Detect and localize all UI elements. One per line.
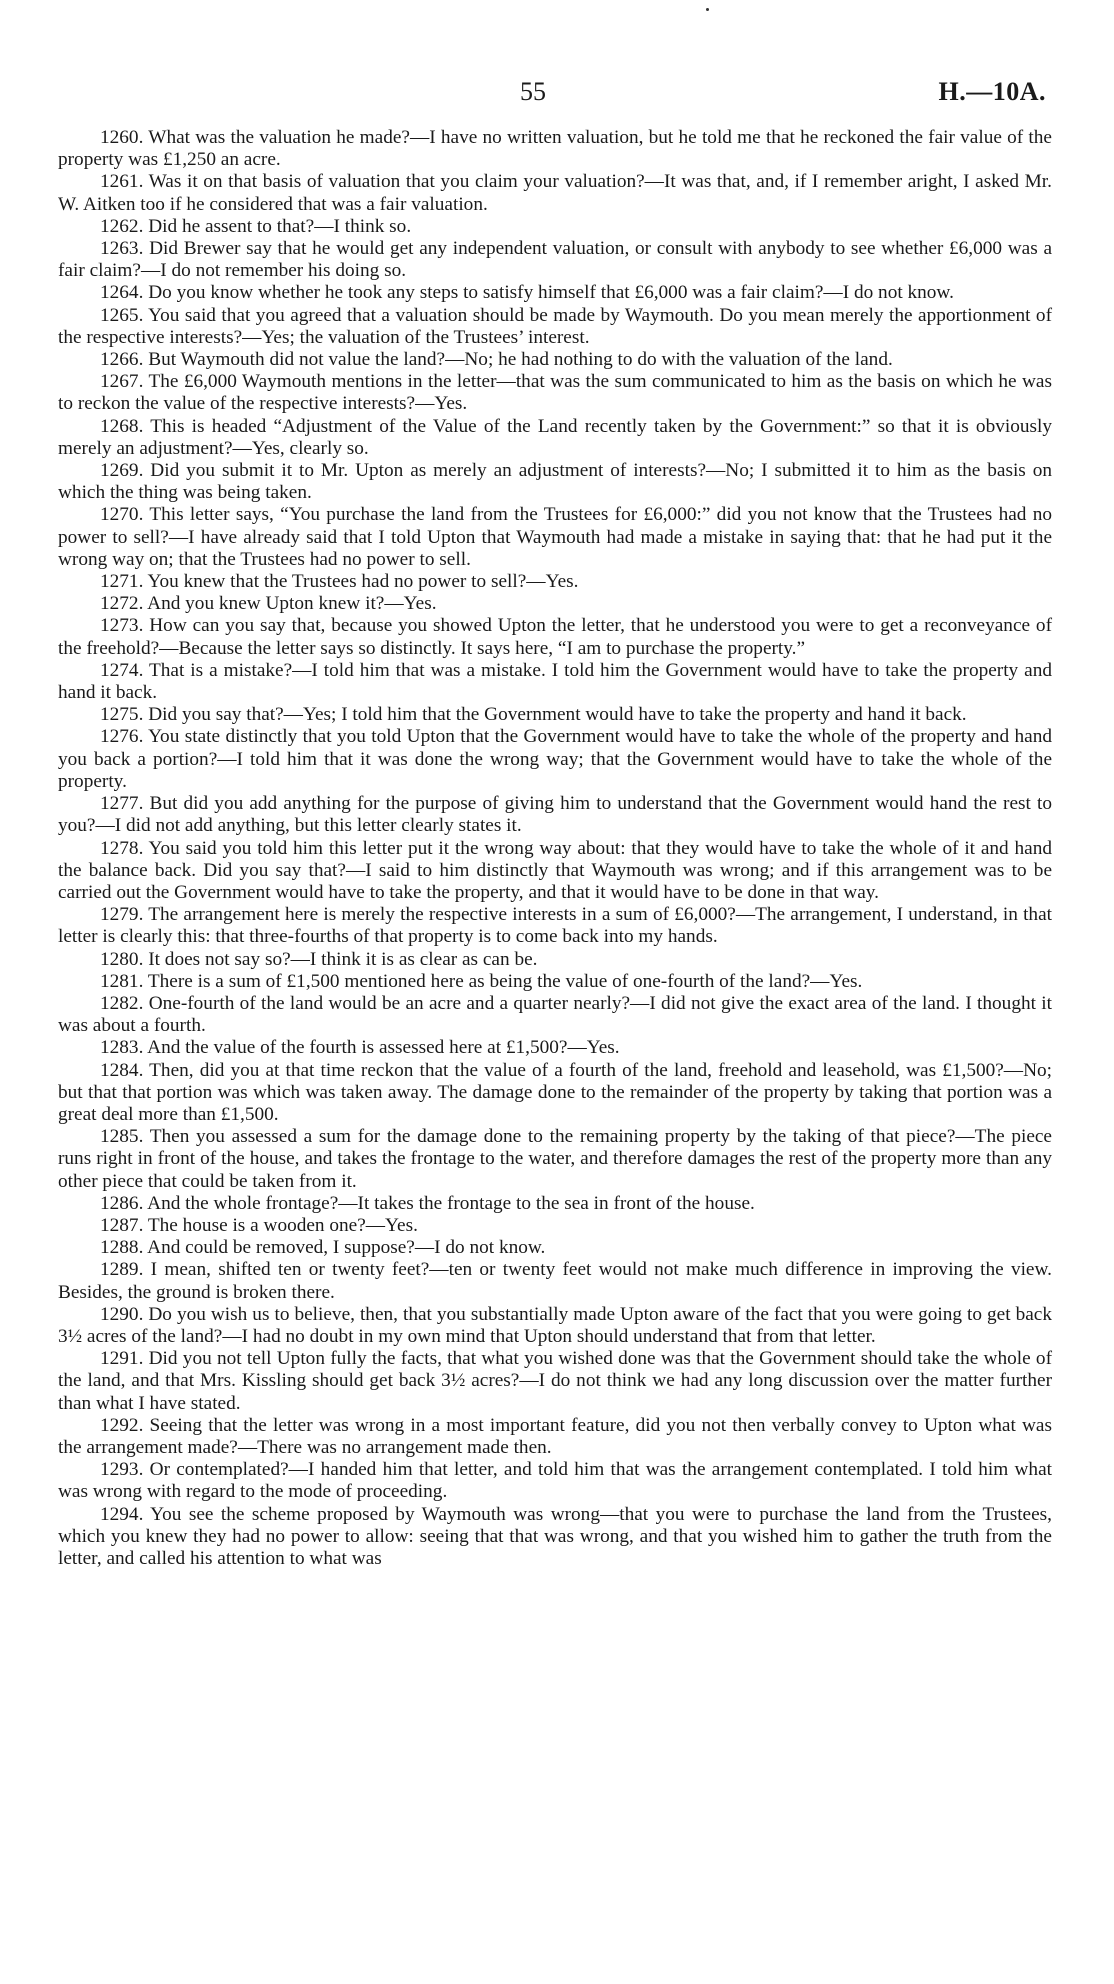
question-answer-1294: 1294. You see the scheme proposed by Waymouth was wrong—that you were to purchase the land from the Trustees, which you knew they had no power to allow: seeing that that was wrong, and that you wished him to gather the truth from the letter, and called his attention to what was	[58, 1503, 1052, 1569]
question-answer-1274: 1274. That is a mistake?—I told him that was a mistake. I told him the Government would have to take the property and hand it back.	[58, 659, 1052, 704]
question-answer-1265: 1265. You said that you agreed that a valuation should be made by Waymouth. Do you mean merely the apportionment of the respective interests?—Yes; the valuation of the Trustees’ interest.	[58, 304, 1052, 348]
question-answer-1262: 1262. Did he assent to that?—I think so.	[100, 215, 412, 237]
question-answer-1270: 1270. This letter says, “You purchase the land from the Trustees for £6,000:” did you not know that the Trustees had no power to sell?—I have already said that I told Upton that Waymouth had made a mistake in saying that: that he had put it the wrong way on; that the Trustees had no power to sell.	[58, 504, 1052, 570]
evidence-transcript	[58, 127, 1052, 1570]
question-answer-1277: 1277. But did you add anything for the purpose of giving him to understand that the Government would hand the rest to you?—I did not add anything, but this letter clearly states it.	[58, 793, 1052, 837]
question-answer-1269: 1269. Did you submit it to Mr. Upton as merely an adjustment of interests?—No; I submitted it to him as the basis on which the thing was being taken.	[58, 460, 1052, 504]
question-answer-1290: 1290. Do you wish us to believe, then, that you substantially made Upton aware of the fact that you were going to get back 3½ acres of the land?—I had no doubt in my own mind that Upton should understand that from that letter.	[58, 1303, 1052, 1347]
question-answer-1260: 1260. What was the valuation he made?—I have no written valuation, but he told me that he reckoned the fair value of the property was £1,250 an acre.	[58, 127, 1052, 171]
question-answer-1281: 1281. There is a sum of £1,500 mentioned here as being the value of one-fourth of the land?—Yes.	[100, 970, 863, 992]
question-answer-1276: 1276. You state distinctly that you told Upton that the Government would have to take the whole of the property and hand you back a portion?—I told him that it was done the wrong way; that the Government would have to take the whole of the property.	[58, 726, 1052, 792]
question-answer-1288: 1288. And could be removed, I suppose?—I do not know.	[100, 1237, 546, 1259]
page-number: 55	[520, 77, 546, 106]
question-answer-1280: 1280. It does not say so?—I think it is as clear as can be.	[100, 948, 538, 970]
question-answer-1279: 1279. The arrangement here is merely the respective interests in a sum of £6,000?—The arrangement, I understand, in that letter is clearly this: that three-fourths of that property is to come back into my hands.	[58, 904, 1052, 948]
question-answer-1283: 1283. And the value of the fourth is assessed here at £1,500?—Yes.	[100, 1037, 620, 1059]
question-answer-1271: 1271. You knew that the Trustees had no power to sell?—Yes.	[100, 571, 579, 593]
scan-speck	[706, 8, 709, 11]
question-answer-1275: 1275. Did you say that?—Yes; I told him that the Government would have to take the property and hand it back.	[100, 704, 967, 726]
paper-reference: H.—10A.	[938, 77, 1046, 106]
question-answer-1287: 1287. The house is a wooden one?—Yes.	[100, 1214, 418, 1236]
question-answer-1268: 1268. This is headed “Adjustment of the Value of the Land recently taken by the Government:” so that it is obviously merely an adjustment?—Yes, clearly so.	[58, 415, 1052, 459]
question-answer-1273: 1273. How can you say that, because you showed Upton the letter, that he understood you were to get a reconveyance of the freehold?—Because the letter says so distinctly. It says here, “I am to purchase the property.”	[58, 615, 1052, 659]
question-answer-1285: 1285. Then you assessed a sum for the damage done to the remaining property by the taking of that piece?—The piece runs right in front of the house, and takes the frontage to the water, and therefore damages the rest of the property more than any other piece that could be taken from it.	[58, 1126, 1052, 1192]
question-answer-1291: 1291. Did you not tell Upton fully the facts, that what you wished done was that the Government should take the whole of the land, and that Mrs. Kissling should get back 3½ acres?—I do not think we had any long discussion over the matter further than what I have stated.	[58, 1348, 1052, 1414]
question-answer-1292: 1292. Seeing that the letter was wrong in a most important feature, did you not then verbally convey to Upton what was the arrangement made?—There was no arrangement made then.	[58, 1414, 1052, 1458]
question-answer-1282: 1282. One-fourth of the land would be an acre and a quarter nearly?—I did not give the exact area of the land. I thought it was about a fourth.	[58, 992, 1052, 1037]
question-answer-1266: 1266. But Waymouth did not value the land?—No; he had nothing to do with the valuation of the land.	[100, 349, 893, 371]
question-answer-1272: 1272. And you knew Upton knew it?—Yes.	[100, 593, 437, 615]
question-answer-1267: 1267. The £6,000 Waymouth mentions in the letter—that was the sum communicated to him as the basis on which he was to reckon the value of the respective interests?—Yes.	[58, 371, 1052, 415]
question-answer-1278: 1278. You said you told him this letter put it the wrong way about: that they would have to take the whole of it and hand the balance back. Did you say that?—I said to him distinctly that Waymouth was wrong; and if this arrangement was to be carried out the Government would have to take the property, and that it would have to be done in that way.	[58, 837, 1052, 903]
question-answer-1293: 1293. Or contemplated?—I handed him that letter, and told him that was the arrangement contemplated. I told him what was wrong with regard to the mode of proceeding.	[58, 1459, 1052, 1503]
question-answer-1263: 1263. Did Brewer say that he would get any independent valuation, or consult with anybody to see whether £6,000 was a fair claim?—I do not remember his doing so.	[58, 238, 1052, 282]
question-answer-1264: 1264. Do you know whether he took any steps to satisfy himself that £6,000 was a fair claim?—I do not know.	[100, 282, 954, 304]
question-answer-1289: 1289. I mean, shifted ten or twenty feet?—ten or twenty feet would not make much difference in improving the view. Besides, the ground is broken there.	[58, 1259, 1052, 1303]
page-header	[0, 72, 1114, 112]
question-answer-1261: 1261. Was it on that basis of valuation that you claim your valuation?—It was that, and, if I remember aright, I asked Mr. W. Aitken too if he considered that was a fair valuation.	[58, 171, 1052, 215]
question-answer-1284: 1284. Then, did you at that time reckon that the value of a fourth of the land, freehold and leasehold, was £1,500?—No; but that that portion was which was taken away. The damage done to the remainder of the property by taking that portion was a great deal more than £1,500.	[58, 1059, 1052, 1125]
question-answer-1286: 1286. And the whole frontage?—It takes the frontage to the sea in front of the house.	[100, 1192, 755, 1214]
